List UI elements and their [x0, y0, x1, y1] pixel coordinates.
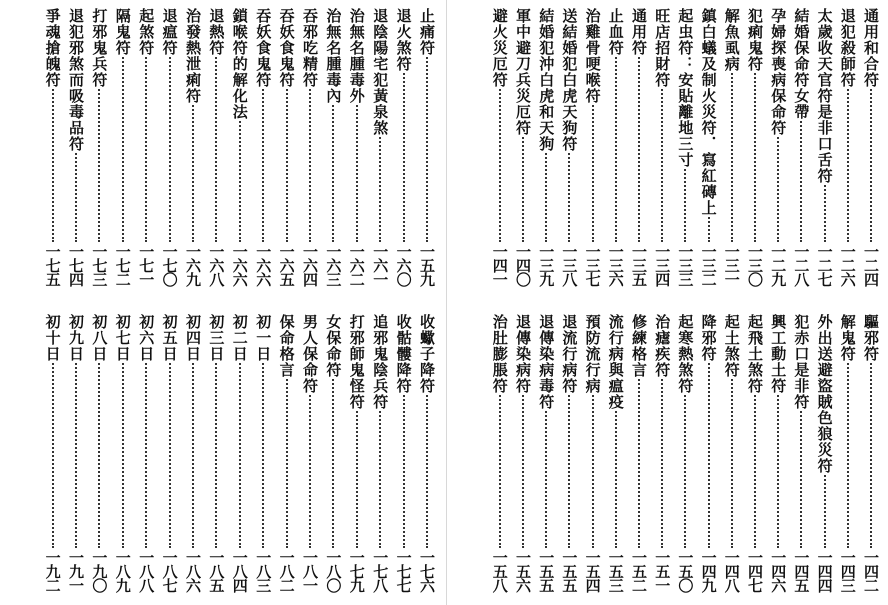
toc-entry-page-number: 一五〇 — [674, 550, 696, 600]
right-bottom-column-block — [452, 314, 888, 600]
toc-entry-title: 降邪符 — [699, 314, 718, 362]
toc-entry-title: 結婚犯沖白虎和天狗 — [537, 8, 556, 152]
toc-entry-page-number: 一四一 — [489, 244, 511, 294]
toc-entry-page-number: 一五五 — [535, 550, 557, 600]
toc-entry — [512, 8, 534, 294]
toc-entry — [628, 314, 650, 600]
toc-entry-title: 驅邪符 — [862, 314, 880, 362]
toc-entry — [790, 8, 812, 294]
toc-entry-title: 退火煞符 — [394, 8, 413, 72]
toc-entry-page-number: 一五九 — [416, 244, 438, 294]
toc-entry-title: 打邪師鬼怪符 — [347, 314, 366, 410]
toc-entry — [790, 314, 812, 600]
toc-entry-page-number: 一三二 — [698, 244, 720, 294]
toc-entry-title: 初三日 — [207, 314, 226, 362]
toc-entry-title: 孕婦探喪病保命符 — [769, 8, 788, 136]
toc-entry — [159, 314, 181, 600]
toc-entry-page-number: 一六六 — [252, 244, 274, 294]
toc-entry-title: 起虫符：安貼離地三寸 — [676, 8, 695, 168]
toc-entry-page-number: 一四三 — [837, 550, 859, 600]
toc-entry — [205, 8, 227, 294]
left-bottom-column-block — [0, 314, 440, 600]
toc-entry-title: 興工動土符 — [769, 314, 788, 394]
toc-entry-title: 初九日 — [67, 314, 85, 362]
toc-entry-page-number: 一八八 — [135, 550, 157, 600]
toc-entry — [814, 314, 836, 600]
toc-entry-page-number: 一八七 — [159, 550, 181, 600]
toc-entry — [721, 314, 743, 600]
toc-entry-title: 初八日 — [90, 314, 109, 362]
toc-entry-title: 追邪鬼陰兵符 — [371, 314, 390, 410]
toc-entry-title: 退瘟符 — [160, 8, 179, 56]
toc-entry-title: 吞妖食鬼符 — [254, 8, 273, 88]
toc-entry-title: 退流行病符 — [560, 314, 579, 394]
toc-entry-page-number: 一二六 — [837, 244, 859, 294]
toc-entry-title: 送結婚犯白虎天狗符 — [560, 8, 579, 152]
toc-entry-page-number: 一七四 — [65, 244, 87, 294]
toc-entry-page-number: 一九一 — [65, 550, 87, 600]
toc-entry-page-number: 一五三 — [605, 550, 627, 600]
toc-entry-title: 女保命符 — [324, 314, 343, 378]
toc-entry — [88, 314, 110, 600]
toc-entry-page-number: 一六一 — [369, 244, 391, 294]
toc-entry-page-number: 一八三 — [252, 550, 274, 600]
toc-entry-page-number: 一八四 — [229, 550, 251, 600]
toc-entry — [182, 314, 204, 600]
toc-entry-page-number: 一七三 — [88, 244, 110, 294]
toc-entry-title: 初十日 — [43, 314, 62, 362]
toc-entry — [322, 8, 344, 294]
toc-entry — [837, 8, 859, 294]
toc-entry-title: 初七日 — [113, 314, 132, 362]
toc-entry — [229, 314, 251, 600]
toc-entry-title: 退熱符 — [207, 8, 226, 56]
toc-entry-title: 通用符 — [630, 8, 648, 56]
toc-entry-page-number: 一六八 — [205, 244, 227, 294]
toc-entry-title: 爭魂搶魄符 — [43, 8, 62, 88]
toc-entry-page-number: 一七七 — [393, 550, 415, 600]
toc-entry-page-number: 一九二 — [42, 550, 64, 600]
toc-entry — [276, 314, 298, 600]
toc-entry — [558, 8, 580, 294]
right-page — [452, 0, 888, 605]
toc-entry-page-number: 一七一 — [135, 244, 157, 294]
toc-entry — [416, 8, 438, 294]
toc-entry — [112, 314, 134, 600]
toc-entry — [605, 314, 627, 600]
toc-entry-page-number: 一六三 — [322, 244, 344, 294]
toc-entry-title: 治雞骨哽喉符 — [583, 8, 602, 104]
toc-entry — [393, 8, 415, 294]
toc-entry-page-number: 一六五 — [276, 244, 298, 294]
toc-entry-title: 治發熱泄痢符 — [184, 8, 202, 104]
toc-entry-page-number: 一三一 — [721, 244, 743, 294]
toc-entry-title: 外出送避盜賊色狼災符 — [815, 314, 834, 474]
toc-entry — [135, 314, 157, 600]
toc-entry-page-number: 一七六 — [416, 550, 438, 600]
toc-entry-page-number: 一三〇 — [744, 244, 766, 294]
toc-entry — [489, 8, 511, 294]
toc-entry-page-number: 一四七 — [744, 550, 766, 600]
toc-entry — [582, 314, 604, 600]
toc-entry-page-number: 一五一 — [651, 550, 673, 600]
toc-entry — [299, 8, 321, 294]
toc-entry-title: 預防流行病 — [583, 314, 602, 394]
toc-entry-page-number: 一七九 — [346, 550, 368, 600]
toc-entry — [558, 314, 580, 600]
toc-entry-title: 初五日 — [160, 314, 179, 362]
toc-entry-page-number: 一三五 — [628, 244, 650, 294]
toc-entry-page-number: 一二四 — [860, 244, 882, 294]
toc-entry — [605, 8, 627, 294]
toc-entry-page-number: 一四五 — [790, 550, 812, 600]
toc-entry-title: 保命格言 — [277, 314, 296, 378]
toc-entry — [674, 8, 696, 294]
toc-entry — [252, 8, 274, 294]
toc-entry — [135, 8, 157, 294]
toc-entry — [767, 314, 789, 600]
toc-entry — [416, 314, 438, 600]
toc-entry-page-number: 一二九 — [767, 244, 789, 294]
toc-entry-title: 退陰陽宅犯黃泉煞 — [371, 8, 390, 136]
toc-entry — [229, 8, 251, 294]
toc-entry-page-number: 一二七 — [814, 244, 836, 294]
toc-entry — [182, 8, 204, 294]
toc-entry-page-number: 一六〇 — [393, 244, 415, 294]
toc-entry-title: 治無名腫毒內 — [324, 8, 343, 104]
toc-entry — [837, 314, 859, 600]
toc-entry-title: 收骷髏降符 — [394, 314, 413, 394]
toc-entry-title: 退犯殺師符 — [838, 8, 857, 88]
toc-entry — [698, 314, 720, 600]
toc-entry-title: 鎮白蟻及制火災符．寫紅磚上 — [699, 8, 718, 216]
toc-entry-page-number: 一四二 — [860, 550, 882, 600]
toc-entry-title: 退傳染病毒符 — [537, 314, 556, 410]
toc-entry-page-number: 一七二 — [112, 244, 134, 294]
toc-entry-title: 軍中避刀兵災厄符 — [514, 8, 532, 136]
toc-entry-title: 退傳染病符 — [514, 314, 532, 394]
page-gutter — [446, 0, 447, 605]
toc-entry — [65, 314, 87, 600]
toc-entry-page-number: 一五六 — [512, 550, 534, 600]
toc-entry — [322, 314, 344, 600]
toc-entry-page-number: 一八二 — [276, 550, 298, 600]
toc-entry-page-number: 一八五 — [205, 550, 227, 600]
toc-entry — [535, 8, 557, 294]
toc-entry-title: 起寒熱煞符 — [676, 314, 695, 394]
toc-entry-page-number: 一六二 — [346, 244, 368, 294]
toc-entry-page-number: 一三四 — [651, 244, 673, 294]
toc-entry-title: 止血符 — [606, 8, 625, 56]
toc-entry-page-number: 一四四 — [814, 550, 836, 600]
toc-entry-title: 起煞符 — [137, 8, 156, 56]
toc-entry — [860, 314, 882, 600]
toc-entry — [651, 314, 673, 600]
toc-entry — [744, 8, 766, 294]
toc-entry — [860, 8, 882, 294]
toc-entry-title: 犯痢鬼符 — [746, 8, 764, 72]
toc-entry — [535, 314, 557, 600]
toc-entry-title: 通用和合符 — [862, 8, 880, 88]
toc-entry-title: 犯赤口是非符 — [792, 314, 811, 410]
toc-entry — [721, 8, 743, 294]
toc-entry-page-number: 一四八 — [721, 550, 743, 600]
toc-entry — [65, 8, 87, 294]
toc-entry — [767, 8, 789, 294]
toc-entry-title: 起飛土煞符 — [746, 314, 764, 394]
toc-entry — [674, 314, 696, 600]
toc-entry-title: 初一日 — [254, 314, 273, 362]
toc-entry-page-number: 一八一 — [299, 550, 321, 600]
toc-entry — [88, 8, 110, 294]
left-top-column-block — [0, 8, 440, 294]
toc-entry — [651, 8, 673, 294]
toc-entry-page-number: 一六九 — [182, 244, 204, 294]
toc-entry-page-number: 一四九 — [698, 550, 720, 600]
toc-entry-title: 隔鬼符 — [113, 8, 132, 56]
right-top-column-block — [452, 8, 888, 294]
toc-entry — [393, 314, 415, 600]
toc-entry-title: 收蠍子降符 — [418, 314, 436, 394]
toc-entry-page-number: 一四〇 — [512, 244, 534, 294]
toc-entry — [369, 8, 391, 294]
toc-entry-title: 治無名腫毒外 — [347, 8, 366, 104]
toc-entry-page-number: 一三九 — [535, 244, 557, 294]
toc-entry-page-number: 一八〇 — [322, 550, 344, 600]
toc-entry — [744, 314, 766, 600]
toc-entry-title: 起土煞符 — [722, 314, 741, 378]
toc-entry-page-number: 一六六 — [229, 244, 251, 294]
toc-entry-page-number: 一二八 — [790, 244, 812, 294]
toc-entry-page-number: 一五二 — [628, 550, 650, 600]
toc-entry-title: 解魚虱病 — [722, 8, 741, 72]
toc-entry-page-number: 一八六 — [182, 550, 204, 600]
toc-entry-title: 男人保命符 — [301, 314, 319, 394]
toc-entry-title: 初二日 — [230, 314, 249, 362]
toc-entry-title: 吞妖食鬼符 — [277, 8, 296, 88]
toc-entry-title: 結婚保命符女帶 — [792, 8, 811, 120]
toc-entry — [512, 314, 534, 600]
toc-entry-title: 初四日 — [184, 314, 202, 362]
toc-entry-title: 避火災厄符 — [490, 8, 509, 88]
toc-entry — [205, 314, 227, 600]
toc-entry — [42, 314, 64, 600]
toc-entry-title: 治瘧疾符 — [653, 314, 672, 378]
toc-entry-title: 初六日 — [137, 314, 156, 362]
toc-entry-page-number: 一七五 — [42, 244, 64, 294]
toc-entry-page-number: 一六四 — [299, 244, 321, 294]
toc-entry-page-number: 一三三 — [674, 244, 696, 294]
toc-entry-page-number: 一三七 — [582, 244, 604, 294]
toc-entry-page-number: 一五五 — [558, 550, 580, 600]
toc-entry-page-number: 一五四 — [582, 550, 604, 600]
toc-entry — [489, 314, 511, 600]
toc-entry-page-number: 一三六 — [605, 244, 627, 294]
toc-entry-title: 治肚膨脹符 — [490, 314, 509, 394]
toc-entry-page-number: 一八九 — [112, 550, 134, 600]
toc-entry — [112, 8, 134, 294]
toc-entry-title: 退犯邪煞而吸毒品符 — [67, 8, 85, 152]
toc-entry — [369, 314, 391, 600]
toc-entry — [698, 8, 720, 294]
toc-entry — [276, 8, 298, 294]
toc-entry-title: 解鬼符 — [838, 314, 857, 362]
toc-entry — [628, 8, 650, 294]
toc-entry — [159, 8, 181, 294]
toc-entry-page-number: 一七八 — [369, 550, 391, 600]
toc-entry-title: 旺店招財符 — [653, 8, 672, 88]
toc-entry — [252, 314, 274, 600]
toc-entry-page-number: 一七〇 — [159, 244, 181, 294]
left-page — [0, 0, 440, 605]
toc-entry — [346, 314, 368, 600]
toc-entry-page-number: 一九〇 — [88, 550, 110, 600]
toc-entry-title: 打邪鬼兵符 — [90, 8, 109, 88]
toc-entry-title: 修練格言 — [630, 314, 648, 378]
toc-entry — [582, 8, 604, 294]
toc-entry-title: 太歲收天官符是非口舌符 — [815, 8, 834, 184]
toc-entry — [299, 314, 321, 600]
toc-entry-title: 吞邪吃精符 — [301, 8, 319, 88]
toc-entry — [814, 8, 836, 294]
toc-entry-title: 流行病與瘟疫 — [606, 314, 625, 410]
toc-entry-title: 鎖喉符的解化法 — [230, 8, 249, 120]
toc-entry — [346, 8, 368, 294]
toc-entry-page-number: 一三八 — [558, 244, 580, 294]
toc-entry-page-number: 一五八 — [489, 550, 511, 600]
toc-entry-page-number: 一四六 — [767, 550, 789, 600]
toc-entry-title: 止痛符 — [418, 8, 436, 56]
toc-entry — [42, 8, 64, 294]
